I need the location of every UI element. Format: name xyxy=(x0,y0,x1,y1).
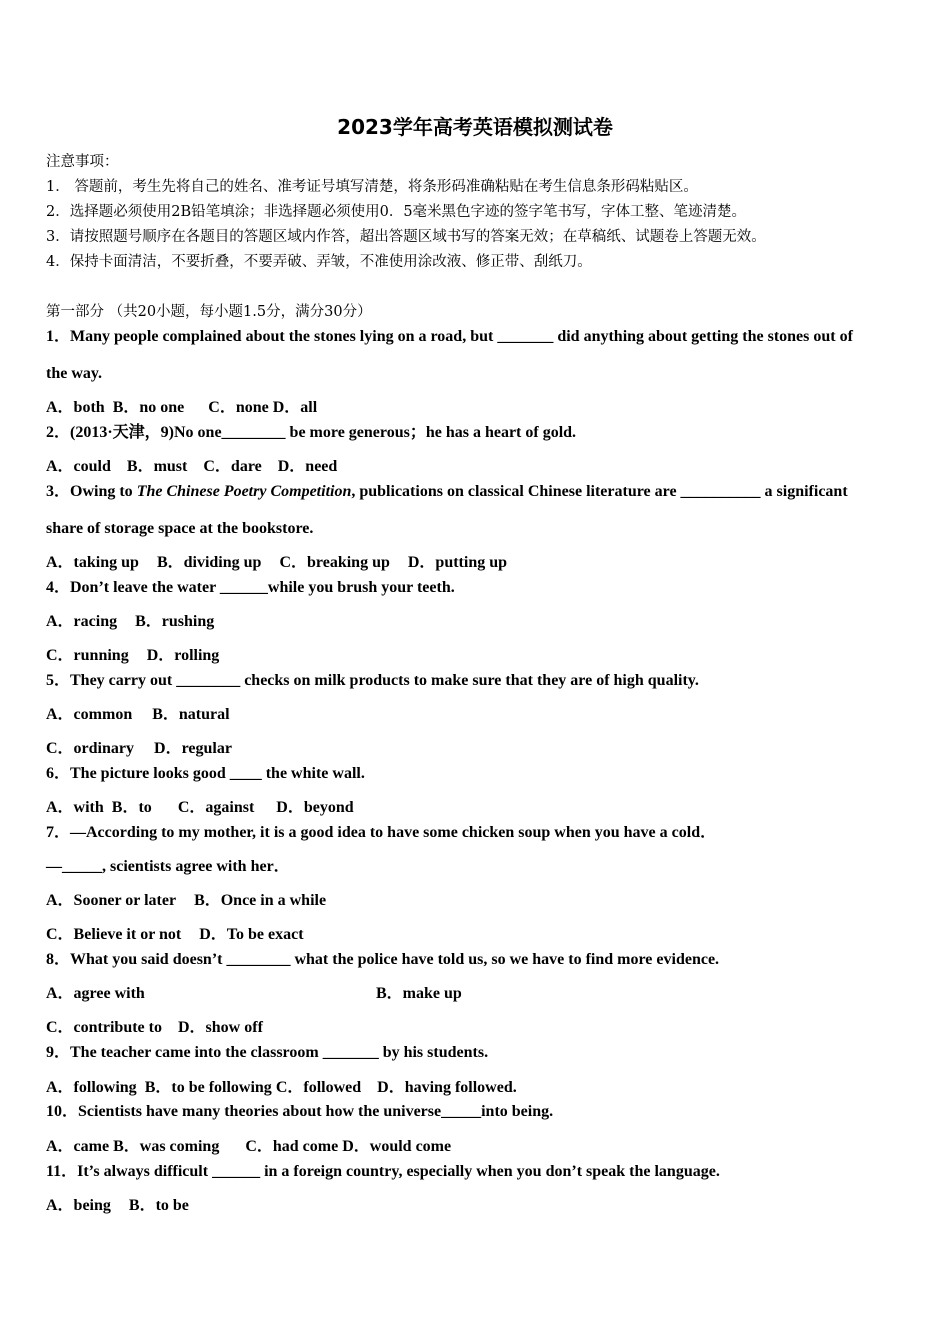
question-stem: 4．Don’t leave the water ______while you brush your teeth. xyxy=(46,579,455,596)
note-item: 2．选择题必须使用2B铅笔填涂；非选择题必须使用0．5毫米黑色字迹的签字笔书写，字体工整、笔迹清楚。 xyxy=(46,204,747,220)
option-b[interactable]: B．to be following xyxy=(144,1079,272,1096)
options-row xyxy=(46,1196,189,1216)
stem-part: , publications on classical Chinese literature are __________ a significant xyxy=(351,483,848,500)
options-row xyxy=(46,1018,263,1038)
option-d[interactable]: D．show off xyxy=(178,1019,263,1036)
option-b[interactable]: B．dividing up xyxy=(156,554,262,571)
option-d[interactable]: D．all xyxy=(272,399,318,416)
question-stem-continued: share of storage space at the bookstore. xyxy=(46,520,314,537)
option-a[interactable]: A．Sooner or later xyxy=(46,892,177,909)
option-a[interactable]: A．came xyxy=(46,1138,110,1155)
options-row xyxy=(46,553,507,573)
option-b[interactable]: B．no one xyxy=(112,399,185,416)
section-heading: 第一部分 （共20小题，每小题1.5分，满分30分） xyxy=(46,304,372,320)
option-d[interactable]: D．would come xyxy=(342,1138,452,1155)
option-d[interactable]: D．rolling xyxy=(146,647,220,664)
option-b[interactable]: B．to be xyxy=(128,1197,189,1214)
option-d[interactable]: D．need xyxy=(277,458,338,475)
option-a[interactable]: A．with xyxy=(46,799,104,816)
options-row xyxy=(46,798,354,818)
option-b[interactable]: B．rushing xyxy=(135,613,215,630)
question-stem: 10．Scientists have many theories about how the universe_____into being. xyxy=(46,1103,554,1120)
option-a[interactable]: A．common xyxy=(46,706,133,723)
options-row xyxy=(46,1137,451,1157)
option-a[interactable]: A．agree with xyxy=(46,985,145,1002)
page-title: 2023学年高考英语模拟测试卷 xyxy=(337,115,613,139)
option-c[interactable]: C．none xyxy=(208,399,269,416)
options-row xyxy=(46,705,230,725)
option-b[interactable]: B．must xyxy=(126,458,188,475)
option-b[interactable]: B．to xyxy=(111,799,152,816)
option-c[interactable]: C．contribute to xyxy=(46,1019,162,1036)
option-b[interactable]: B．was coming xyxy=(113,1138,220,1155)
note-item: 1． 答题前，考生先将自己的姓名、准考证号填写清楚，将条形码准确粘贴在考生信息条形码粘贴区。 xyxy=(46,179,698,195)
option-a[interactable]: A．following xyxy=(46,1079,137,1096)
option-c[interactable]: C．dare xyxy=(203,458,262,475)
option-c[interactable]: C．running xyxy=(46,647,129,664)
option-c[interactable]: C．had come xyxy=(245,1138,339,1155)
stem-italic-title: The Chinese Poetry Competition xyxy=(136,483,352,500)
option-c[interactable]: C．ordinary xyxy=(46,740,135,757)
option-b[interactable]: B．make up xyxy=(376,985,462,1002)
options-row xyxy=(46,398,317,418)
question-stem: 11．It’s always difficult ______ in a foreign country, especially when you don’t speak the language. xyxy=(46,1163,720,1180)
question-stem: 5．They carry out ________ checks on milk products to make sure that they are of high quality. xyxy=(46,672,699,689)
options-row xyxy=(46,612,214,632)
option-a[interactable]: A．could xyxy=(46,458,111,475)
option-c[interactable]: C．Believe it or not xyxy=(46,926,182,943)
option-a[interactable]: A．being xyxy=(46,1197,111,1214)
option-c[interactable]: C．followed xyxy=(275,1079,362,1096)
question-stem: 9．The teacher came into the classroom _______ by his students. xyxy=(46,1044,489,1061)
option-d[interactable]: D．putting up xyxy=(407,554,508,571)
options-row xyxy=(46,646,219,666)
option-b[interactable]: B．Once in a while xyxy=(194,892,327,909)
option-d[interactable]: D．having followed. xyxy=(377,1079,517,1096)
note-item: 3．请按照题号顺序在各题目的答题区域内作答，超出答题区域书写的答案无效；在草稿纸、试题卷上答题无效。 xyxy=(46,229,766,245)
notes-heading: 注意事项： xyxy=(46,154,119,170)
question-stem: 2．(2013·天津，9)No one________ be more generous；he has a heart of gold. xyxy=(46,424,577,441)
option-d[interactable]: D．regular xyxy=(154,740,232,757)
question-stem-continued: the way. xyxy=(46,365,102,382)
options-row xyxy=(46,1078,517,1098)
stem-part: 3．Owing to xyxy=(46,483,137,500)
note-item: 4．保持卡面清洁，不要折叠，不要弄破、弄皱，不准使用涂改液、修正带、刮纸刀。 xyxy=(46,254,592,270)
option-a[interactable]: A．racing xyxy=(46,613,118,630)
options-row xyxy=(46,739,232,759)
question-stem: 7．—According to my mother, it is a good idea to have some chicken soup when you have a cold． xyxy=(46,824,717,841)
question-stem xyxy=(46,482,848,502)
options-row xyxy=(46,925,304,945)
option-c[interactable]: C．breaking up xyxy=(279,554,390,571)
option-b[interactable]: B．natural xyxy=(152,706,230,723)
option-d[interactable]: D．To be exact xyxy=(199,926,304,943)
question-stem: 1．Many people complained about the stones lying on a road, but _______ did anything about getting the stones out of xyxy=(46,328,853,345)
question-stem: 6．The picture looks good ____ the white wall. xyxy=(46,765,365,782)
options-row xyxy=(46,891,326,911)
option-a[interactable]: A．taking up xyxy=(46,554,139,571)
options-row xyxy=(46,457,337,477)
option-a[interactable]: A．both xyxy=(46,399,105,416)
question-stem-continued: —_____, scientists agree with her． xyxy=(46,858,290,875)
option-d[interactable]: D．beyond xyxy=(276,799,354,816)
question-stem: 8．What you said doesn’t ________ what the police have told us, so we have to find more evidence. xyxy=(46,951,720,968)
option-c[interactable]: C．against xyxy=(177,799,255,816)
